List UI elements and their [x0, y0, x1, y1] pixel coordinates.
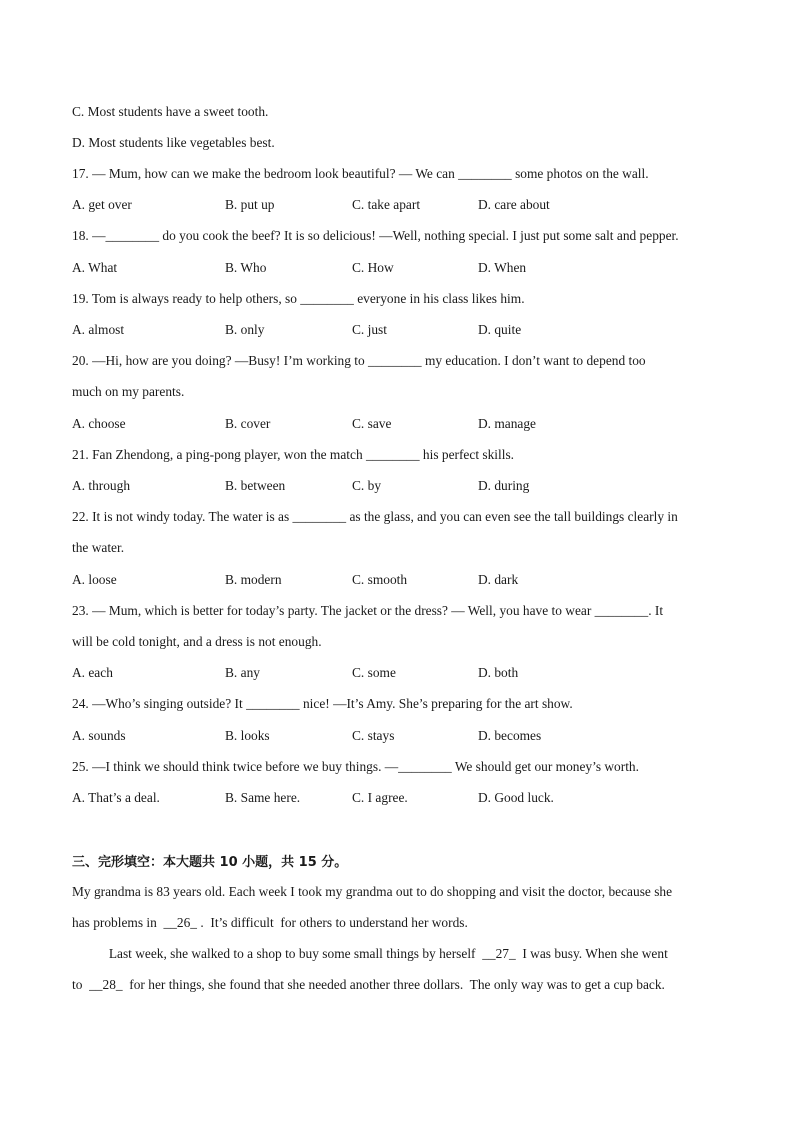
option-b: B. put up	[225, 197, 275, 212]
option-a: A. loose	[72, 572, 117, 587]
cloze-line-2: has problems in __26_ . It’s difficult for others to understand her words.	[72, 915, 468, 930]
cloze-line-3: Last week, she walked to a shop to buy some small things by herself __27_ I was busy. When she went	[72, 946, 668, 961]
option-c: C. I agree.	[352, 790, 408, 805]
question-22-options	[72, 571, 732, 589]
option-c: C. just	[352, 322, 387, 337]
option-d: D. becomes	[478, 728, 542, 743]
option-c: C. How	[352, 260, 394, 275]
option-b: B. any	[225, 665, 260, 680]
cloze-section-title: 三、完形填空：本大题共 10 小题，共 15 分。	[72, 855, 348, 870]
question-19-stem: 19. Tom is always ready to help others, so ________ everyone in his class likes him.	[72, 291, 525, 306]
option-a: A. each	[72, 665, 113, 680]
option-d: D. dark	[478, 572, 519, 587]
option-d: D. during	[478, 478, 530, 493]
option-b: B. looks	[225, 728, 270, 743]
question-24-options	[72, 727, 732, 745]
option-a: A. choose	[72, 416, 126, 431]
option-b: B. only	[225, 322, 265, 337]
option-c: C. save	[352, 416, 392, 431]
option-c: C. smooth	[352, 572, 408, 587]
question-23-stem-line1: 23. — Mum, which is better for today’s party. The jacket or the dress? — Well, you have to wear ________. It	[72, 603, 664, 618]
option-d: D. both	[478, 665, 519, 680]
option-a: A. sounds	[72, 728, 126, 743]
q16-option-c: C. Most students have a sweet tooth.	[72, 104, 269, 119]
option-c: C. some	[352, 665, 396, 680]
question-18-options	[72, 259, 732, 277]
cloze-line-4: to __28_ for her things, she found that she needed another three dollars. The only way was to get a cup back.	[72, 977, 665, 992]
option-d: D. manage	[478, 416, 537, 431]
option-b: B. Same here.	[225, 790, 301, 805]
option-a: A. That’s a deal.	[72, 790, 160, 805]
question-21-stem: 21. Fan Zhendong, a ping-pong player, won the match ________ his perfect skills.	[72, 447, 515, 462]
option-b: B. cover	[225, 416, 271, 431]
question-20-stem-line1: 20. —Hi, how are you doing? —Busy! I’m working to ________ my education. I don’t want to depend too	[72, 353, 646, 368]
option-c: C. by	[352, 478, 382, 493]
question-22-stem-line1: 22. It is not windy today. The water is as ________ as the glass, and you can even see the tall buildings clearly in	[72, 509, 678, 524]
option-a: A. What	[72, 260, 118, 275]
question-20-stem-line2: much on my parents.	[72, 384, 185, 399]
cloze-line-1: My grandma is 83 years old. Each week I took my grandma out to do shopping and visit the doctor, because she	[72, 884, 673, 899]
option-c: C. stays	[352, 728, 395, 743]
question-20-options	[72, 415, 732, 433]
option-a: A. get over	[72, 197, 132, 212]
question-21-options	[72, 477, 732, 495]
question-18-stem: 18. —________ do you cook the beef? It is so delicious! —Well, nothing special. I just put some salt and pepper.	[72, 228, 679, 243]
question-23-options	[72, 664, 732, 682]
option-d: D. When	[478, 260, 527, 275]
question-17-options	[72, 196, 732, 214]
option-b: B. modern	[225, 572, 282, 587]
question-25-stem: 25. —I think we should think twice before we buy things. —________ We should get our money’s worth.	[72, 759, 639, 774]
option-d: D. care about	[478, 197, 550, 212]
question-22-stem-line2: the water.	[72, 540, 125, 555]
option-c: C. take apart	[352, 197, 421, 212]
option-d: D. Good luck.	[478, 790, 554, 805]
question-24-stem: 24. —Who’s singing outside? It ________ nice! —It’s Amy. She’s preparing for the art show.	[72, 696, 573, 711]
option-a: A. through	[72, 478, 131, 493]
question-19-options	[72, 321, 732, 339]
question-17-stem: 17. — Mum, how can we make the bedroom look beautiful? — We can ________ some photos on the wall.	[72, 166, 649, 181]
question-23-stem-line2: will be cold tonight, and a dress is not enough.	[72, 634, 322, 649]
q16-option-d: D. Most students like vegetables best.	[72, 135, 275, 150]
option-b: B. between	[225, 478, 286, 493]
option-a: A. almost	[72, 322, 125, 337]
question-25-options	[72, 789, 732, 807]
option-d: D. quite	[478, 322, 522, 337]
option-b: B. Who	[225, 260, 267, 275]
